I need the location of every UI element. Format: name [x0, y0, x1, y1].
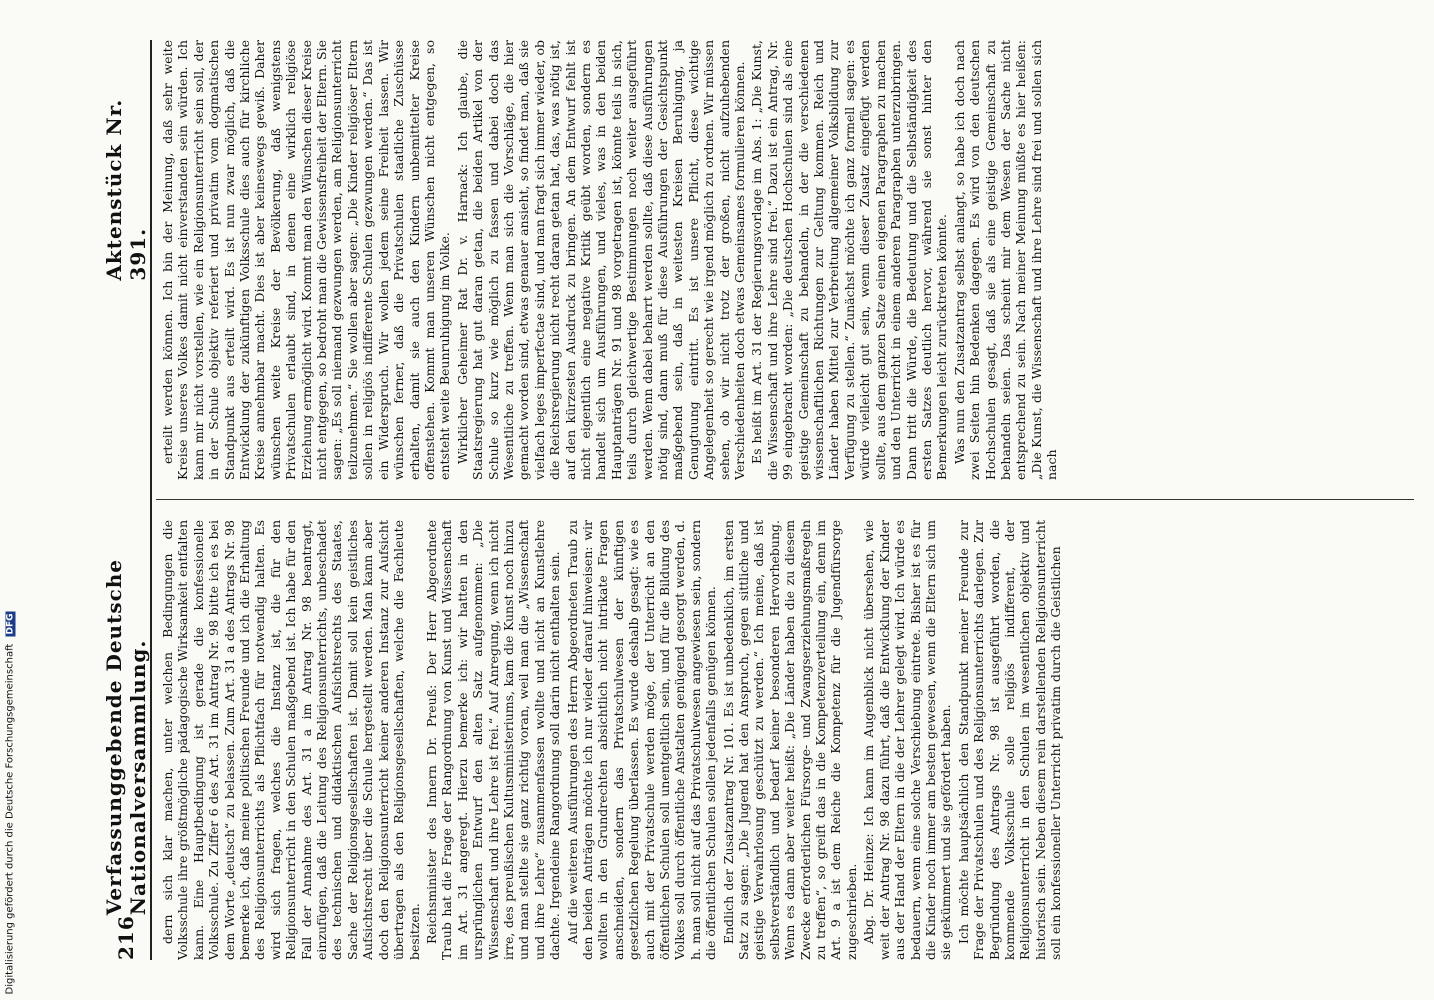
column-divider — [156, 499, 1414, 500]
credit-text: Digitalisierung gefördert durch die Deutsche Forschungsgemeinschaft — [4, 643, 16, 995]
page-number: 216 — [114, 915, 138, 960]
document-label: Aktenstück Nr. 391. — [102, 98, 150, 281]
paragraph: Auf die weiteren Ausführungen des Herrn Abgeordneten Traub zu den beiden Anträgen möchte ich nur wieder darauf hinweisen: wir wollten in den Grundrechten absichtlich nicht intrikate Fragen anschneiden, sondern das Privatschulwesen der künftigen gesetzlichen Regelung überlassen. Es wurde deshalb gesagt: wie es auch mit der Privatschule werden möge, der Unterricht an den öffentlichen Schulen soll unentgeltlich sein, und für die Bildung des Volkes soll durch öffentliche Anstalten genügend gesorgt werden, d. h. man soll nicht auf das Privatschulwesen angewiesen sein, sondern die öffentlichen Schulen sollen jedenfalls genügen können. — [564, 520, 719, 960]
paragraph: dern sich klar machen, unter welchen Bedingungen die Volksschule ihre größtmögliche pädagogische Wirksamkeit entfalten kann. Eine Hauptbedingung ist gerade die konfessionelle Volksschule. Zu Ziffer 6 des Art. 31 im Antrag Nr. 98 bitte ich es bei dem Worte „deutsch“ zu belassen. Zum Art. 31 a des Antrags Nr. 98 bemerke ich, daß meine politischen Freunde und ich die Erhaltung des Religionsunterrichts als Pflichtfach für notwendig halten. Es wird sich fragen, welches die Instanz ist, die für den Religionsunterricht in den Schulen maßgebend ist. Ich habe für den Fall der Annahme des Art. 31 a im Antrag Nr. 98 beantragt, einzufügen, daß die Leitung des Religionsunterrichts, unbeschadet des technischen und didaktischen Aufsichtsrechts des Staates, Sache der Religionsgesellschaften ist. Damit soll kein geistliches Aufsichtsrecht über die Schule hergestellt werden. Man kann aber doch den Religionsunterricht keiner anderen Instanz zur Aufsicht übertragen als den Religionsgesellschaften, welche die Fachleute besitzen. — [160, 520, 422, 960]
rotated-document — [96, 0, 1434, 1000]
paragraph: Endlich der Zusatzantrag Nr. 101. Es ist unbedenklich, im ersten Satz zu sagen: „Die Jugend hat den Anspruch, gegen sittliche und geistige Verwahrlosung geschützt zu werden.“ Ich meine, daß ist selbstverständlich und bedarf keiner besonderen Hervorhebung. Wenn es dann aber weiter heißt: „Die Länder haben die zu diesem Zwecke erforderlichen Fürsorge- und Zwangserziehungsmaßregeln zu treffen“, so greift das in die Kompetenzverteilung ein, denn im Art. 9 a ist dem Reiche die Kompetenz für die Jugendfürsorge zugeschrieben. — [720, 520, 859, 960]
paragraph: Was nun den Zusatzantrag selbst anlangt, so habe ich doch nach zwei Seiten hin Bedenken dagegen. Es wird von den deutschen Hochschulen gesagt, daß sie als eine geistige Gemeinschaft zu behandeln seien. Das scheint mir dem Wesen der Sache nicht entsprechend zu sein. Nach meiner Meinung müßte es hier heißen: „Die Kunst, die Wissenschaft und ihre Lehre sind frei und sollen sich nach — [951, 40, 1060, 480]
paragraph: Reichsminister des Innern Dr. Preuß: Der Herr Abgeordnete Traub hat die Frage der Rangordnung von Kunst und Wissenschaft im Art. 31 angeregt. Hierzu bemerke ich: wir hatten in den ursprünglichen Entwurf den alten Satz aufgenommen: „Die Wissenschaft und ihre Lehre ist frei.“ Auf Anregung, wenn ich nicht irre, des preußischen Kultusministeriums, kam die Kunst noch hinzu und man stellte sie ganz richtig voran, weil man die „Wissenschaft und ihre Lehre“ zusammenfassen wollte und nicht an Kunstlehre dachte. Irgendeine Rangordnung soll darin nicht enthalten sein. — [423, 520, 563, 960]
left-column — [160, 520, 1414, 960]
paragraph: Ich möchte hauptsächlich den Standpunkt meiner Freunde zur Frage der Privatschulen und des Religionsunterrichts darlegen. Zur Begründung des Antrags Nr. 98 ist ausgeführt worden, die kommende Volksschule solle religiös indifferent, der Religionsunterricht in den Schulen im wesentlichen objektiv und historisch sein. Neben diesem rein darstellenden Religionsunterricht soll ein konfessioneller Unterricht privatim durch die Geistlichen — [955, 520, 1064, 960]
header-rule — [150, 40, 152, 960]
paragraph: Es heißt im Art. 31 der Regierungsvorlage im Abs. 1: „Die Kunst, die Wissenschaft und ihre Lehre sind frei.“ Dazu ist ein Antrag, Nr. 99 eingebracht worden: „Die deutschen Hochschulen sind als eine geistige Gemeinschaft zu behandeln, in der die verschiedenen wissenschaftlichen Richtungen zur Geltung kommen. Reich und Länder haben Mittel zur Verbreitung allgemeiner Volksbildung zur Verfügung zu stellen.“ Zunächst möchte ich ganz formell sagen: es würde vielleicht gut sein, wenn dieser Zusatz eingefügt werden sollte, aus dem ganzen Satze einen eigenen Paragraphen zu machen und den Unterricht in einem anderen Paragraphen unterzubringen. Dann tritt die Würde, die Bedeutung und die Selbständigkeit des ersten Satzes deutlich hervor, während sie sonst hinter den Bemerkungen leicht zurücktreten könnte. — [749, 40, 950, 480]
page-title: Verfassunggebende Deutsche Nationalversammlung. — [102, 558, 150, 916]
right-column — [160, 40, 1414, 480]
paragraph: erteilt werden können. Ich bin der Meinung, daß sehr weite Kreise unseres Volkes damit nicht einverstanden sein würden. Ich kann mir nicht vorstellen, wie ein Religionsunterricht sein soll, der in der Schule objektiv referiert und privatim vom dogmatischen Standpunkt aus erteilt wird. Es ist nun zwar möglich, daß die Entwicklung der zukünftigen Volksschule dies auch für kirchliche Kreise annehmbar macht. Dies ist aber keineswegs gewiß. Daher wünschen weite Kreise der Bevölkerung, daß wenigstens Privatschulen erlaubt sind, in denen eine wirklich religiöse Erziehung ermöglicht wird. Kommt man den Wünschen dieser Kreise nicht entgegen, so bedroht man die Gewissensfreiheit der Eltern. Sie sagen: „Es soll niemand gezwungen werden, am Religionsunterricht teilzunehmen.“ Sie wollen aber sagen: „Die Kinder religiöser Eltern sollen in religiös indifferente Schulen gezwungen werden.“ Das ist ein Widerspruch. Wir wollen jedem seine Freiheit lassen. Wir wünschen ferner, daß die Privatschulen staatliche Zuschüsse erhalten, damit sie auch den Kindern unbemittelter Kreise offenstehen. Kommt man unseren Wünschen nicht entgegen, so entsteht weite Beunruhigung im Volke. — [160, 40, 453, 480]
dfg-logo: DFG — [5, 613, 16, 635]
credit-strip — [0, 0, 24, 1000]
paragraph: Wirklicher Geheimer Rat Dr. v. Harnack: Ich glaube, die Staatsregierung hat gut daran getan, die beiden Artikel von der Schule so kurz wie möglich zu fassen und dabei doch das Wesentliche zu treffen. Wenn man sich die Vorschläge, die hier gemacht worden sind, etwas genauer ansieht, so findet man, daß sie vielfach leges imperfectae sind, und man fragt sich immer wieder, ob die Reichsregierung nicht recht daran getan hat, das, was nötig ist, auf den kürzesten Ausdruck zu bringen. An dem Entwurf fehlt ist nicht eigentlich eine negative Kritik geübt worden, sondern es handelt sich um Ausführungen, und vieles, was in den beiden Hauptanträgen Nr. 91 und 98 vorgetragen ist, könnte teils in sich, teils durch gleichwertige Bestimmungen noch weiter ausgeführt werden. Wenn dabei beharrt werden sollte, daß diese Ausführungen nötig sind, dann muß für diese Ausführungen der Gesichtspunkt maßgebend sein, daß in weitesten Kreisen Beruhigung, ja Genugtuung eintritt. Es ist unsere Pflicht, diese wichtige Angelegenheit so gerecht wie irgend möglich zu ordnen. Wir müssen sehen, ob wir nicht trotz der großen, nicht aufzuhebenden Verschiedenheiten doch etwas Gemeinsames formulieren können. — [454, 40, 748, 480]
paragraph: Abg. Dr. Heinze: Ich kann im Augenblick nicht übersehen, wie weit der Antrag Nr. 98 dazu führt, daß die Entwicklung der Kinder aus der Hand der Eltern in die der Lehrer gelegt wird. Ich würde es bedauern, wenn eine solche Verschiebung eintrete. Bisher ist es für die Kinder noch immer am besten gewesen, wenn die Eltern sich um sie gekümmert und sie gefördert haben. — [861, 520, 954, 960]
page-header — [102, 40, 150, 960]
